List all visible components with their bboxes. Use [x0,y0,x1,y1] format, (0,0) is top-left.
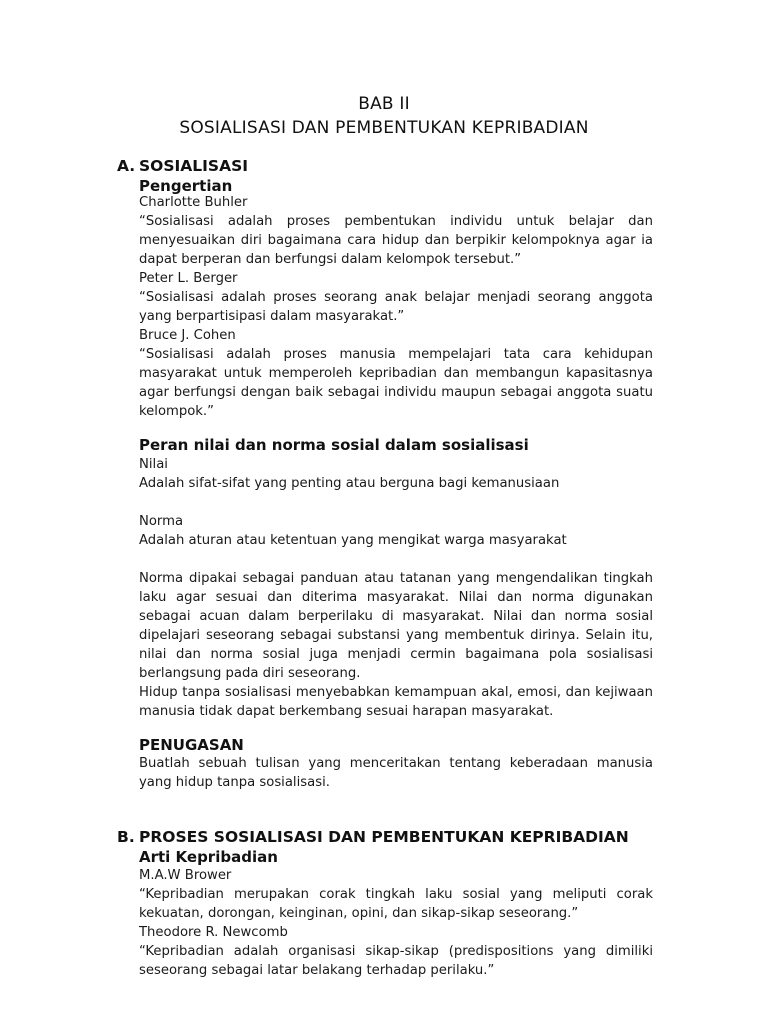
author-quote: “Kepribadian merupakan corak tingkah laku sosial yang meliputi corak kekuatan, dorongan, keinginan, opini, dan sikap-sikap seseorang.” [139,887,653,921]
arti-kepribadian-body [139,866,653,980]
author-quote: “Sosialisasi adalah proses seorang anak belajar menjadi seorang anggota yang berpartisipasi dalam masyarakat.” [139,290,653,324]
chapter-label: BAB II [358,94,410,114]
author-name: Charlotte Buhler [139,195,248,210]
pengertian-heading: Pengertian [139,177,233,195]
section-b-title: PROSES SOSIALISASI DAN PEMBENTUKAN KEPRIBADIAN [139,828,629,846]
norma-label: Norma [139,514,184,529]
author-name: Theodore R. Newcomb [139,925,288,940]
section-a-letter: A. [117,157,136,175]
nilai-label: Nilai [139,457,168,472]
peran-body [139,455,653,721]
author-quote: “Sosialisasi adalah proses pembentukan individu untuk belajar dan menyesuaikan diri bagaimana cara hidup dan berpikir kelompoknya agar ia dapat berperan dan berfungsi dalam kelompok tersebut.” [139,214,653,267]
author-name: M.A.W Brower [139,868,232,883]
section-a-heading [117,157,248,175]
penugasan-heading: PENUGASAN [139,736,244,754]
peran-heading: Peran nilai dan norma sosial dalam sosialisasi [139,436,529,454]
pengertian-body [139,193,653,421]
nilai-definition: Adalah sifat-sifat yang penting atau berguna bagi kemanusiaan [139,476,560,491]
section-a-title: SOSIALISASI [139,157,248,175]
author-quote: “Kepribadian adalah organisasi sikap-sikap (predispositions yang dimiliki seseorang sebagai latar belakang terhadap perilaku.” [139,944,653,978]
penugasan-text: Buatlah sebuah tulisan yang menceritakan tentang keberadaan manusia yang hidup tanpa sosialisasi. [139,756,653,790]
peran-paragraph-1: Norma dipakai sebagai panduan atau tatanan yang mengendalikan tingkah laku agar sesuai dan diterima masyarakat. Nilai dan norma digunakan sebagai acuan dalam berperilaku di masyarakat. Nilai dan norma sosial dipelajari seseorang sebagai substansi yang membentuk dirinya. Selain itu, nilai dan norma sosial juga menjadi cermin bagaimana pola sosialisasi berlangsung pada diri seseorang. [139,571,653,681]
author-name: Bruce J. Cohen [139,328,236,343]
section-b-letter: B. [117,828,135,846]
author-quote: “Sosialisasi adalah proses manusia mempelajari tata cara kehidupan masyarakat untuk memperoleh kepribadian dan membangun kapasitasnya agar berfungsi dengan baik sebagai individu maupun sebagai anggota suatu kelompok.” [139,347,653,419]
chapter-title: SOSIALISASI DAN PEMBENTUKAN KEPRIBADIAN [179,118,589,138]
author-name: Peter L. Berger [139,271,238,286]
penugasan-body [139,754,653,792]
peran-paragraph-2: Hidup tanpa sosialisasi menyebabkan kemampuan akal, emosi, dan kejiwaan manusia tidak dapat berkembang sesuai harapan masyarakat. [139,685,653,719]
section-b-heading [117,828,629,846]
norma-definition: Adalah aturan atau ketentuan yang mengikat warga masyarakat [139,533,567,548]
arti-kepribadian-heading: Arti Kepribadian [139,848,278,866]
